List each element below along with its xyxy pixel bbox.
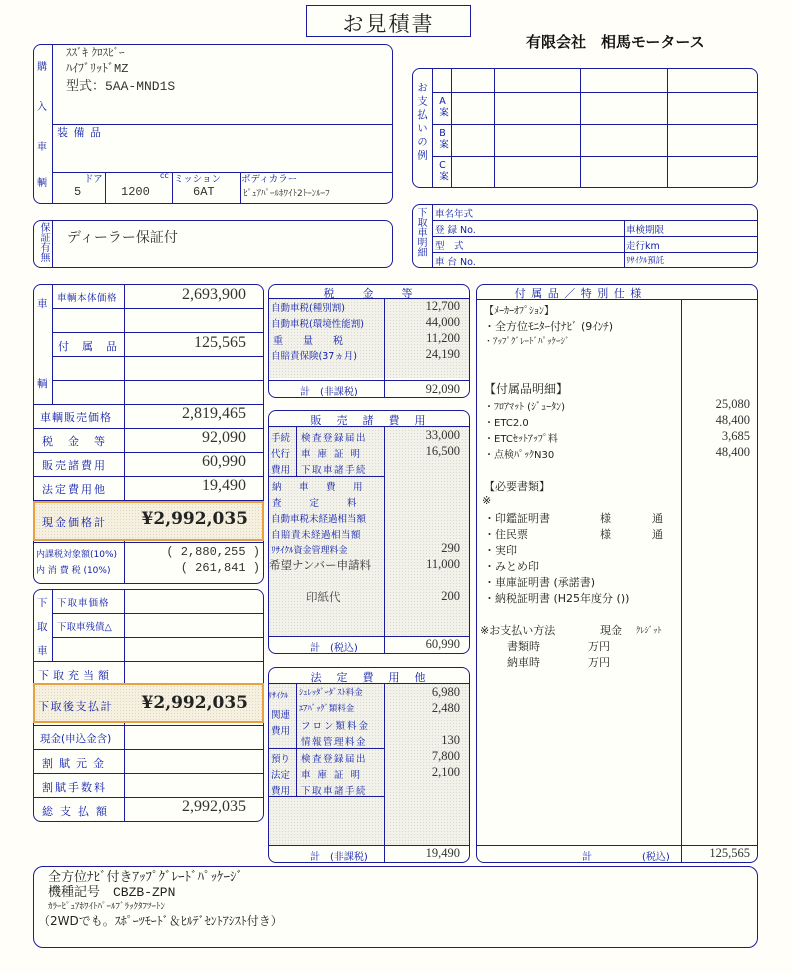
cash-total-label: 現金価格計 [42,516,107,529]
proxy-side-label: 代行 [271,449,291,460]
payment-plan-c: C案 [437,160,448,181]
sale-price-label: 車輌販売価格 [40,411,112,424]
maker-option-header: 【ﾒｰｶｰｵﾌﾟｼｮﾝ】 [484,306,554,317]
taxable-amount-label: 内課税対象額(10%) [36,550,118,560]
consumption-tax-label: 内 消 費 税 (10%) [36,566,111,576]
documents-header: 【必要書類】 [484,480,550,493]
model-label: 型 式 [435,241,464,252]
proxy-row-value: 33,000 [425,428,460,442]
tax-row-label: 重 量 税 [273,336,343,347]
payment-examples-side-label: お支払いの例 [416,82,428,163]
taxes-total-label: 計 (非課税) [300,387,358,398]
door-value: 5 [74,185,82,199]
accessory-item-label: ・ﾌﾛｱﾏｯﾄ (ｼﾞｭｰﾀﾝ) [484,402,565,413]
accessory-item-label: ・ETCｾｯﾄｱｯﾌﾟ料 [484,434,558,445]
tax-row-value: 44,000 [425,315,460,329]
documents-note: ※ [482,494,492,507]
accessories-value: 125,565 [194,334,246,351]
vehicle-grade: ﾊｲﾌﾞﾘｯﾄﾞMZ [66,62,129,76]
payment-method-label: ※お支払い方法 [480,624,556,637]
deposit-side-label: 費用 [271,786,291,797]
tax-row-value: 12,700 [425,299,460,313]
legal-cost-value: 19,490 [202,477,246,494]
recycle-row-value: 2,480 [431,701,460,715]
taxable-amount-value: ( 2,880,255 ) [166,545,260,559]
recycle-side-label: 関連 [271,710,291,721]
proxy-row-label: 検査登録届出 [301,433,368,444]
inspection-expiry-label: 車検期限 [626,225,665,236]
purchase-side-label-4: 輌 [37,178,47,189]
cc-value: 1200 [121,185,150,199]
sales-cost-row-value: 290 [441,541,460,555]
payment-examples-panel [412,68,758,188]
deposit-row-label: 検査登録届出 [301,754,368,765]
warranty-value: ディーラー保証付 [67,230,178,246]
accessory-item-value: 25,080 [715,397,750,411]
recycle-deposit-label: ﾘｻｲｸﾙ預託 [626,256,665,266]
document-title: お見積書 [342,12,435,36]
taxes-title: 税 金 等 [323,287,415,300]
accessory-item-value: 48,400 [715,413,750,427]
vehicle-side-label-1: 車 [37,298,48,310]
proxy-row-value: 16,500 [425,444,460,458]
warranty-side-label: 保証有無 [38,222,49,262]
color-label: ボディカラー [241,174,298,185]
tax-value: 92,090 [202,429,246,446]
trade-in-price-label: 下取車価格 [57,598,110,609]
trade-in-side-label-1: 下 [37,597,48,609]
purchase-side-label-3: 車 [37,142,47,153]
trade-in-details-side-label: 下取車明細 [415,207,426,257]
deposit-side-label: 預り [271,754,291,765]
trade-in-side-label-2: 取 [37,621,48,633]
payment-plan-a: A案 [437,96,448,117]
legal-cost-label: 法定費用他 [42,483,107,496]
accessory-detail-header: 【付属品明細】 [484,382,569,396]
document-item-count: 通 [652,512,663,525]
recycle-side-label: 費用 [271,726,291,737]
consumption-tax-value: ( 261,841 ) [180,561,260,575]
recycle-side-label: ﾘｻｲｸﾙ [268,691,288,700]
grand-total-label: 総支払額 [42,805,114,818]
cash-deposit-label: 現金(申込金含) [40,733,112,745]
sales-cost-row-label: ﾘｻｲｸﾙ資金管理料金 [271,546,348,556]
deposit-side-label: 法定 [271,770,291,781]
tax-label: 税 金 等 [42,435,107,448]
recycle-row-value: 130 [441,733,460,747]
maker-option-item: ・全方位ﾓﾆﾀｰ付ﾅﾋﾞ (9ｲﾝﾁ) [484,320,614,333]
document-item-who: 様 [600,528,611,541]
payment-credit-option: ｸﾚｼﾞｯﾄ [636,626,662,636]
payment-row-unit: 万円 [588,640,610,653]
after-trade-in-total-label: 下取後支払計 [38,700,113,713]
equipment-label: 装 備 品 [57,126,102,139]
sales-costs-total-value: 60,990 [425,637,460,651]
payment-cash-option: 現金 [600,624,622,637]
sales-cost-row-label: 自動車税未経過相当額 [271,514,367,525]
vehicle-side-label-2: 輌 [37,378,48,390]
trade-in-side-label-3: 車 [37,645,48,657]
payment-row-label: 納車時 [507,656,540,669]
deposit-row-value: 2,100 [431,765,460,779]
sales-cost-row-label: 査 定 料 [272,498,360,509]
payment-row-unit: 万円 [588,656,610,669]
name-year-label: 車名年式 [435,209,474,220]
grand-total-value: 2,992,035 [182,798,246,815]
proxy-row-label: 下取車諸手続 [301,465,368,476]
recycle-row-label: ｴｱﾊﾞｯｸﾞ類料金 [299,704,355,714]
after-trade-in-total-value: ¥2,992,035 [141,693,248,713]
document-item: ・印鑑証明書 [484,512,550,525]
payment-plan-b: B案 [437,128,448,149]
sales-cost-row-label: 納 車 費 用 [272,482,367,493]
vehicle-model-code: 型式：5AA-MND1S [66,79,176,94]
accessories-total-label: 計 [582,852,592,863]
proxy-row-label: 車庫証明 [301,449,368,460]
vehicle-maker-model: ｽｽﾞｷ ｸﾛｽﾋﾞｰ [66,46,125,59]
document-item: ・みとめ印 [484,560,539,573]
trade-in-applied-label: 下取充当額 [38,669,113,682]
door-label: ドア [84,174,103,185]
accessory-item-label: ・ETC2.0 [484,418,529,429]
remarks-line-4: （2WDでも。ｽﾎﾟｰﾂﾓｰﾄﾞ＆ﾋﾙﾃﾞｾﾝﾄｱｼｽﾄ付き） [38,914,283,928]
sale-price-value: 2,819,465 [182,405,246,422]
recycle-row-value: 6,980 [431,685,460,699]
recycle-row-label: 情報管理料金 [301,737,368,748]
sales-cost-row-value: 200 [441,589,460,603]
tax-row-label: 自賠責保険(37ヵ月) [271,351,358,362]
sales-costs-title: 販 売 諸 費 用 [310,414,428,427]
legal-costs-title: 法 定 費 用 他 [310,671,428,684]
sales-cost-row-label: 希望ナンバー申請料 [269,558,372,572]
document-item: ・車庫証明書 (承諾書) [484,576,596,589]
tax-row-value: 11,200 [426,331,460,345]
sales-costs-total-label: 計 (税込) [310,643,358,654]
mission-value: 6AT [193,185,215,199]
installment-principal-label: 割賦元金 [42,757,110,770]
deposit-row-value: 7,800 [431,749,460,763]
document-item: ・住民票 [484,528,528,541]
legal-costs-total-value: 19,490 [425,846,460,860]
color-value: ﾋﾟｭｱﾊﾟｰﾙﾎﾜｲﾄ2ﾄｰﾝﾙｰﾌ [243,189,330,199]
tax-row-label: 自動車税(種別割) [271,303,345,314]
trade-in-remaining-debt-label: 下取車残債△ [57,622,112,633]
recycle-row-label: ｼｭﾚｯﾀﾞｰﾀﾞｽﾄ料金 [299,688,363,698]
recycle-row-label: フロン類料金 [301,721,371,732]
accessories-title: 付 属 品 ／ 特 別 仕 様 [514,287,643,300]
purchase-side-label-1: 購 [37,62,47,73]
proxy-side-label: 手続 [271,433,291,444]
cash-total-value: ¥2,992,035 [141,509,248,529]
remarks-line-1: 全方位ﾅﾋﾞ付きｱｯﾌﾟｸﾞﾚｰﾄﾞﾊﾟｯｹｰｼﾞ [48,870,244,885]
sales-cost-row-label: 自賠責未経過相当額 [271,530,362,541]
mileage-label: 走行km [626,241,660,252]
sales-cost-label: 販売諸費用 [42,459,107,472]
document-item-who: 様 [600,512,611,525]
company-name: 有限会社 相馬モータース [526,33,705,51]
reg-no-label: 登 録 No. [435,225,476,236]
deposit-row-label: 車庫証明 [301,770,368,781]
accessories-label: 付 属 品 [58,340,118,353]
document-item: ・実印 [484,544,517,557]
tax-row-label: 自動車税(環境性能割) [271,319,364,330]
body-price-label: 車輌本体価格 [57,293,118,304]
legal-costs-total-label: 計 (非課税) [310,852,368,863]
purchase-side-label-2: 入 [37,102,47,113]
accessories-total-value: 125,565 [709,846,750,860]
sales-cost-row-label: 印紙代 [306,590,341,604]
installment-fee-label: 割賦手数料 [42,781,107,794]
payment-row-label: 書類時 [507,640,540,653]
mission-label: ミッション [174,174,222,185]
maker-option-item: ・ｱｯﾌﾟｸﾞﾚｰﾄﾞﾊﾟｯｹｰｼﾞ [484,337,570,347]
accessory-item-value: 3,685 [721,429,750,443]
remarks-line-2: 機種記号 CBZB-ZPN [48,885,176,900]
cc-label: cc [160,171,169,180]
chassis-no-label: 車 台 No. [435,257,476,268]
deposit-row-label: 下取車諸手続 [301,786,368,797]
document-item-count: 通 [652,528,663,541]
remarks-line-3: ｶﾗｰﾋﾟｭｱﾎﾜｲﾄﾊﾟｰﾙﾌﾞﾗｯｸﾀﾌﾂｰﾄﾝ [48,902,166,912]
proxy-side-label: 費用 [271,465,291,476]
document-item: ・納税証明書 (H25年度分 ()) [484,592,630,605]
accessories-total-tax-note: (税込) [642,852,670,863]
accessory-item-label: ・点検ﾊﾟｯｸN30 [484,450,555,461]
taxes-total-value: 92,090 [425,382,460,396]
tax-row-value: 24,190 [425,347,460,361]
accessory-item-value: 48,400 [715,445,750,459]
sales-cost-row-value: 11,000 [426,557,460,571]
sales-cost-value: 60,990 [202,453,246,470]
body-price-value: 2,693,900 [182,286,246,303]
